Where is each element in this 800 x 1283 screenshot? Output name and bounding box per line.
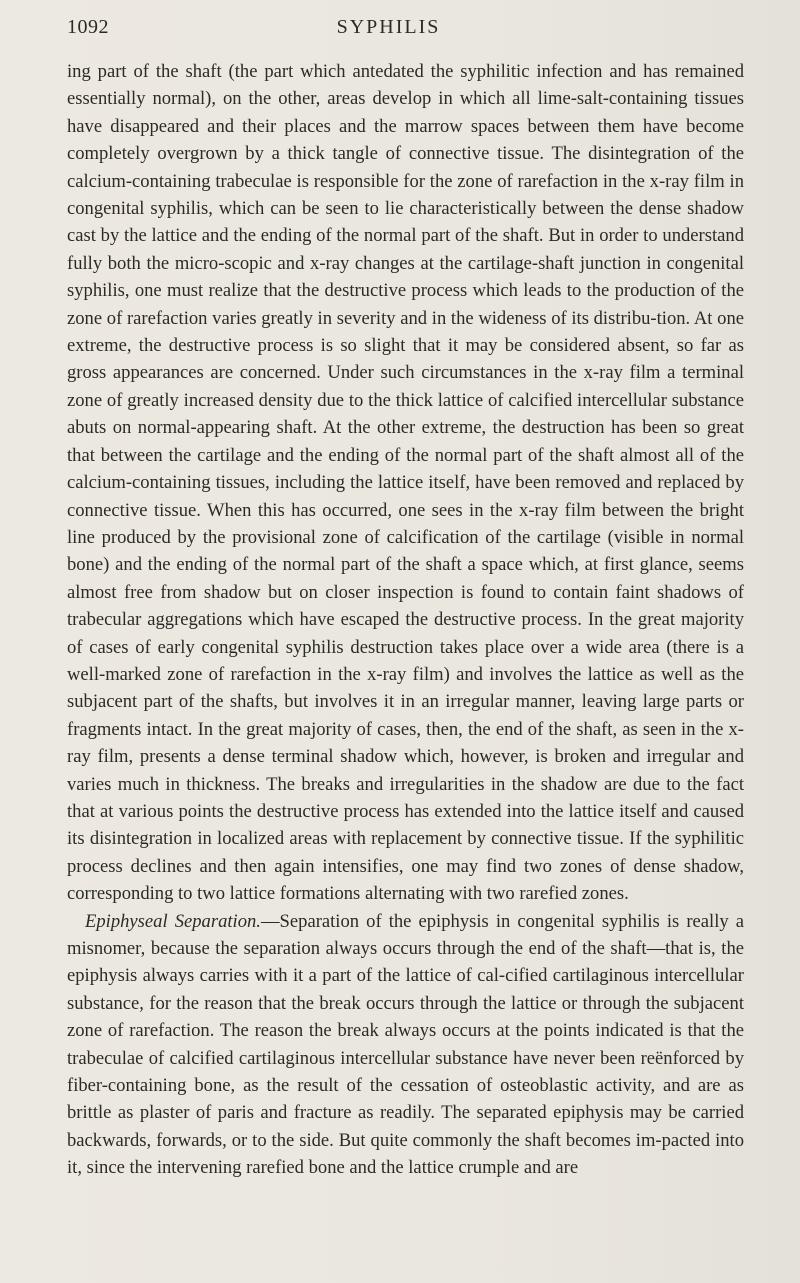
page-header — [67, 16, 740, 46]
paragraph-body: —Separation of the epiphysis in congenital syphilis is really a misnomer, because the separation always occurs through the end of the shaft—that is, the epiphysis always carries with it a part of the lattice of cal-cified cartilaginous intercellular substance, for the reason that the break occurs through the lattice or through the subjacent zone of rarefaction. The reason the break always occurs at the points indicated is that the trabeculae of calcified cartilaginous intercellular substance have never been reënforced by fiber-containing bone, as the result of the cessation of osteoblastic activity, and are as brittle as plaster of paris and fracture as readily. The separated epiphysis may be carried backwards, forwards, or to the side. But quite commonly the shaft becomes im-pacted into it, since the intervening rarefied bone and the lattice crumple and are — [67, 910, 744, 1179]
page-number: 1092 — [67, 16, 109, 38]
paragraph-epiphyseal-separation — [67, 908, 744, 1182]
paragraph-continued: ing part of the shaft (the part which antedated the syphilitic infection and has remained essentially normal), on the other, areas develop in which all lime-salt-containing tissues have disappeared and their places and the marrow spaces between them have become completely overgrown by a thick tangle of connective tissue. The disintegration of the calcium-containing trabeculae is responsible for the zone of rarefaction in the x-ray film in congenital syphilis, which can be seen to lie characteristically between the dense shadow cast by the lattice and the ending of the normal part of the shaft. But in order to understand fully both the micro-scopic and x-ray changes at the cartilage-shaft junction in congenital syphilis, one must realize that the destructive process which leads to the production of the zone of rarefaction varies greatly in severity and in the wideness of its distribu-tion. At one extreme, the destructive process is so slight that it may be considered absent, so far as gross appearances are concerned. Under such circumstances in the x-ray film a terminal zone of greatly increased density due to the thick lattice of calcified intercellular substance abuts on normal-appearing shaft. At the other extreme, the destruction has been so great that between the cartilage and the ending of the normal part of the shaft almost all of the calcium-containing tissues, including the lattice itself, have been removed and replaced by connective tissue. When this has occurred, one sees in the x-ray film between the bright line produced by the provisional zone of calcification of the cartilage (visible in normal bone) and the ending of the normal part of the shaft a space which, at first glance, seems almost free from shadow but on closer inspection is found to contain faint shadows of trabecular aggregations which have escaped the destructive process. In the great majority of cases of early congenital syphilis destruction takes place over a wide area (there is a well-marked zone of rarefaction in the x-ray film) and involves the lattice as well as the subjacent part of the shafts, but involves it in an irregular manner, leaving large parts or fragments intact. In the great majority of cases, then, the end of the shaft, as seen in the x-ray film, presents a dense terminal shadow which, however, is broken and irregular and varies much in thickness. The breaks and irregularities in the shadow are due to the fact that at various points the destructive process has extended into the lattice itself and caused its disintegration in localized areas with replacement by connective tissue. If the syphilitic process declines and then again intensifies, one may find two zones of dense shadow, corresponding to two lattice formations alternating with two rarefied zones. — [67, 61, 744, 905]
section-heading: Epiphyseal Separation. — [85, 910, 261, 932]
running-head: SYPHILIS — [336, 16, 441, 38]
body-text — [67, 58, 744, 1182]
